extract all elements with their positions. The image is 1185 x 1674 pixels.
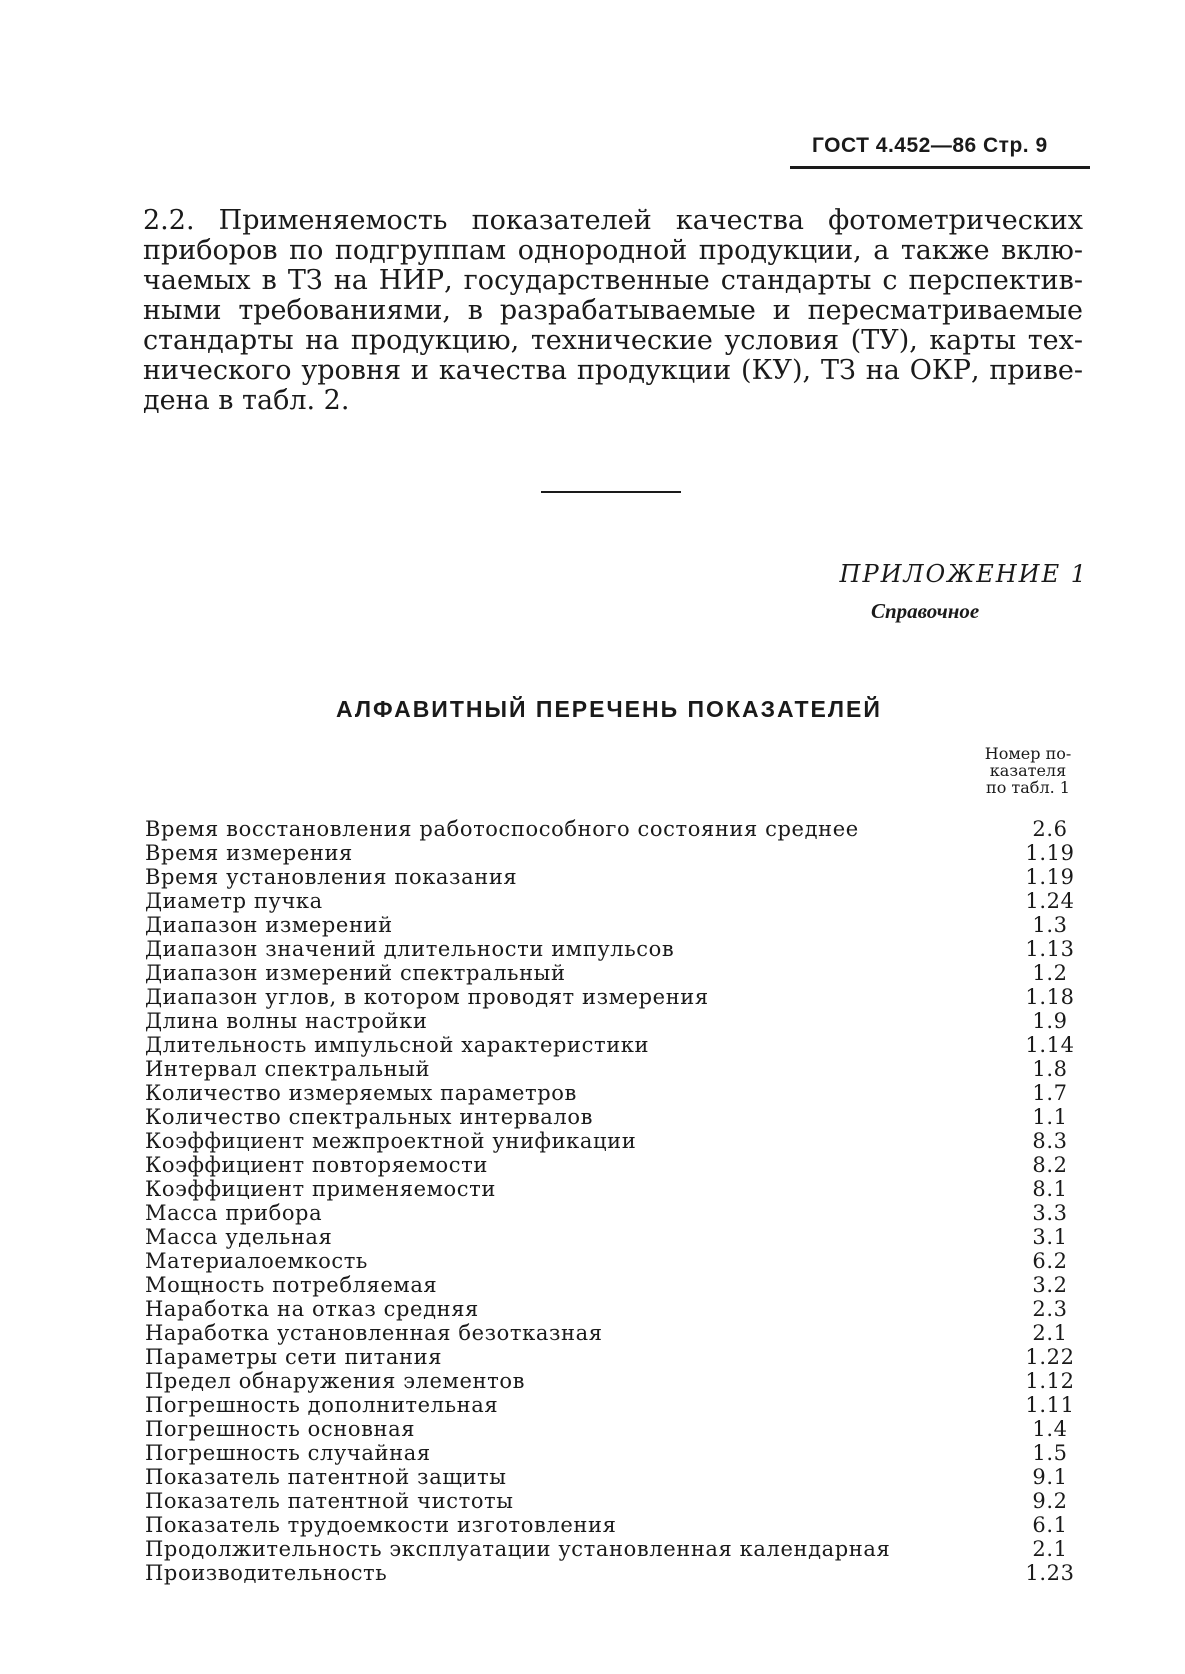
indicator-name: Диапазон измерений	[145, 913, 393, 937]
indicator-number: 1.14	[1025, 1033, 1075, 1057]
indicator-number: 1.7	[1032, 1081, 1068, 1105]
indicator-name: Диапазон измерений спектральный	[145, 961, 566, 985]
list-item	[145, 1201, 1090, 1225]
indicator-number: 1.2	[1032, 961, 1068, 985]
header-underline	[790, 166, 1090, 169]
list-item	[145, 1345, 1090, 1369]
indicator-name: Производительность	[145, 1561, 388, 1585]
indicator-name: Количество измеряемых параметров	[145, 1081, 577, 1105]
section-divider	[541, 491, 681, 493]
list-item	[145, 913, 1090, 937]
indicator-number: 1.1	[1032, 1105, 1068, 1129]
indicator-name: Материалоемкость	[145, 1249, 368, 1273]
indicator-name: Масса удельная	[145, 1225, 333, 1249]
list-item	[145, 1273, 1090, 1297]
list-item	[145, 1489, 1090, 1513]
indicator-name: Наработка на отказ средняя	[145, 1297, 479, 1321]
indicator-name: Количество спектральных интервалов	[145, 1105, 593, 1129]
list-item	[145, 1105, 1090, 1129]
list-item	[145, 817, 1090, 841]
indicator-number: 1.8	[1032, 1057, 1068, 1081]
indicator-name: Показатель трудоемкости изготовления	[145, 1513, 617, 1537]
list-item	[145, 1249, 1090, 1273]
indicator-number: 1.4	[1032, 1417, 1068, 1441]
indicator-number: 1.5	[1032, 1441, 1068, 1465]
indicator-number: 2.1	[1032, 1321, 1068, 1345]
indicator-number: 1.13	[1025, 937, 1075, 961]
indicator-number: 8.2	[1032, 1153, 1068, 1177]
indicator-name: Мощность потребляемая	[145, 1273, 438, 1297]
indicator-number: 1.18	[1025, 985, 1075, 1009]
page-header: ГОСТ 4.452—86 Стр. 9	[812, 134, 1048, 157]
indicator-name: Погрешность основная	[145, 1417, 416, 1441]
list-item	[145, 1321, 1090, 1345]
indicator-number: 6.1	[1032, 1513, 1068, 1537]
indicator-number: 3.2	[1032, 1273, 1068, 1297]
indicator-name: Предел обнаружения элементов	[145, 1369, 525, 1393]
list-item	[145, 1297, 1090, 1321]
indicator-number: 1.3	[1032, 913, 1068, 937]
appendix-subtitle: Справочное	[871, 599, 980, 623]
indicator-name: Интервал спектральный	[145, 1057, 431, 1081]
indicator-name: Масса прибора	[145, 1201, 323, 1225]
indicator-name: Коэффициент применяемости	[145, 1177, 496, 1201]
list-item	[145, 985, 1090, 1009]
indicator-number: 2.1	[1032, 1537, 1068, 1561]
column-header-line: казателя	[989, 761, 1067, 780]
indicator-name: Показатель патентной чистоты	[145, 1489, 514, 1513]
list-item	[145, 1441, 1090, 1465]
indicator-number: 1.12	[1025, 1369, 1075, 1393]
list-item	[145, 1465, 1090, 1489]
list-item	[145, 1153, 1090, 1177]
paragraph-line: чаемых в ТЗ на НИР, государственные стандарты с перспектив-	[143, 265, 1083, 296]
indicator-name: Погрешность дополнительная	[145, 1393, 499, 1417]
indicator-name: Наработка установленная безотказная	[145, 1321, 603, 1345]
list-item	[145, 1177, 1090, 1201]
indicator-name: Диаметр пучка	[145, 889, 323, 913]
indicator-number: 6.2	[1032, 1249, 1068, 1273]
list-item	[145, 1537, 1090, 1561]
column-header-line: по табл. 1	[986, 778, 1070, 797]
indicator-number: 8.3	[1032, 1129, 1068, 1153]
paragraph-line: приборов по подгруппам однородной продукции, а также вклю-	[143, 235, 1083, 266]
indicator-number: 1.22	[1025, 1345, 1075, 1369]
paragraph-line: ными требованиями, в разрабатываемые и пересматриваемые	[143, 295, 1083, 326]
indicator-number: 2.6	[1032, 817, 1068, 841]
column-header	[968, 745, 1088, 796]
list-item	[145, 1225, 1090, 1249]
paragraph-line: нического уровня и качества продукции (КУ), ТЗ на ОКР, приве-	[143, 355, 1083, 386]
indicator-name: Коэффициент межпроектной унификации	[145, 1129, 637, 1153]
list-item	[145, 1513, 1090, 1537]
list-item	[145, 1009, 1090, 1033]
indicator-name: Погрешность случайная	[145, 1441, 431, 1465]
list-item	[145, 961, 1090, 985]
paragraph-line: 2.2. Применяемость показателей качества фотометрических	[143, 205, 1083, 236]
section-paragraph	[143, 206, 1083, 416]
indicator-name: Время измерения	[145, 841, 353, 865]
paragraph-line: дена в табл. 2.	[143, 385, 350, 416]
list-item	[145, 1057, 1090, 1081]
indicator-name: Диапазон углов, в котором проводят измерения	[145, 985, 709, 1009]
indicator-name: Показатель патентной защиты	[145, 1465, 507, 1489]
indicator-name: Диапазон значений длительности импульсов	[145, 937, 675, 961]
list-item	[145, 841, 1090, 865]
indicator-number: 3.1	[1032, 1225, 1068, 1249]
list-item	[145, 1033, 1090, 1057]
indicator-number: 9.1	[1032, 1465, 1068, 1489]
indicator-number: 9.2	[1032, 1489, 1068, 1513]
list-title: АЛФАВИТНЫЙ ПЕРЕЧЕНЬ ПОКАЗАТЕЛЕЙ	[336, 696, 882, 722]
indicator-name: Длительность импульсной характеристики	[145, 1033, 650, 1057]
indicator-number: 1.19	[1025, 865, 1075, 889]
indicator-number: 1.23	[1025, 1561, 1075, 1585]
indicator-number: 1.9	[1032, 1009, 1068, 1033]
indicator-number: 1.19	[1025, 841, 1075, 865]
list-item	[145, 1129, 1090, 1153]
column-header-line: Номер по-	[984, 744, 1072, 763]
list-item	[145, 1369, 1090, 1393]
indicator-number: 8.1	[1032, 1177, 1068, 1201]
indicator-name: Продолжительность эксплуатации установленная календарная	[145, 1537, 891, 1561]
list-item	[145, 1393, 1090, 1417]
indicator-name: Коэффициент повторяемости	[145, 1153, 488, 1177]
appendix-title: ПРИЛОЖЕНИЕ 1	[839, 560, 1088, 588]
list-item	[145, 1417, 1090, 1441]
indicator-number: 3.3	[1032, 1201, 1068, 1225]
list-item	[145, 889, 1090, 913]
paragraph-line: стандарты на продукцию, технические условия (ТУ), карты тех-	[143, 325, 1083, 356]
indicator-number: 2.3	[1032, 1297, 1068, 1321]
list-item	[145, 937, 1090, 961]
indicator-name: Параметры сети питания	[145, 1345, 443, 1369]
list-item	[145, 865, 1090, 889]
indicator-list	[145, 817, 1090, 1585]
indicator-number: 1.24	[1025, 889, 1075, 913]
indicator-number: 1.11	[1025, 1393, 1075, 1417]
list-item	[145, 1081, 1090, 1105]
indicator-name: Время восстановления работоспособного состояния среднее	[145, 817, 859, 841]
indicator-name: Время установления показания	[145, 865, 518, 889]
indicator-name: Длина волны настройки	[145, 1009, 428, 1033]
list-item	[145, 1561, 1090, 1585]
